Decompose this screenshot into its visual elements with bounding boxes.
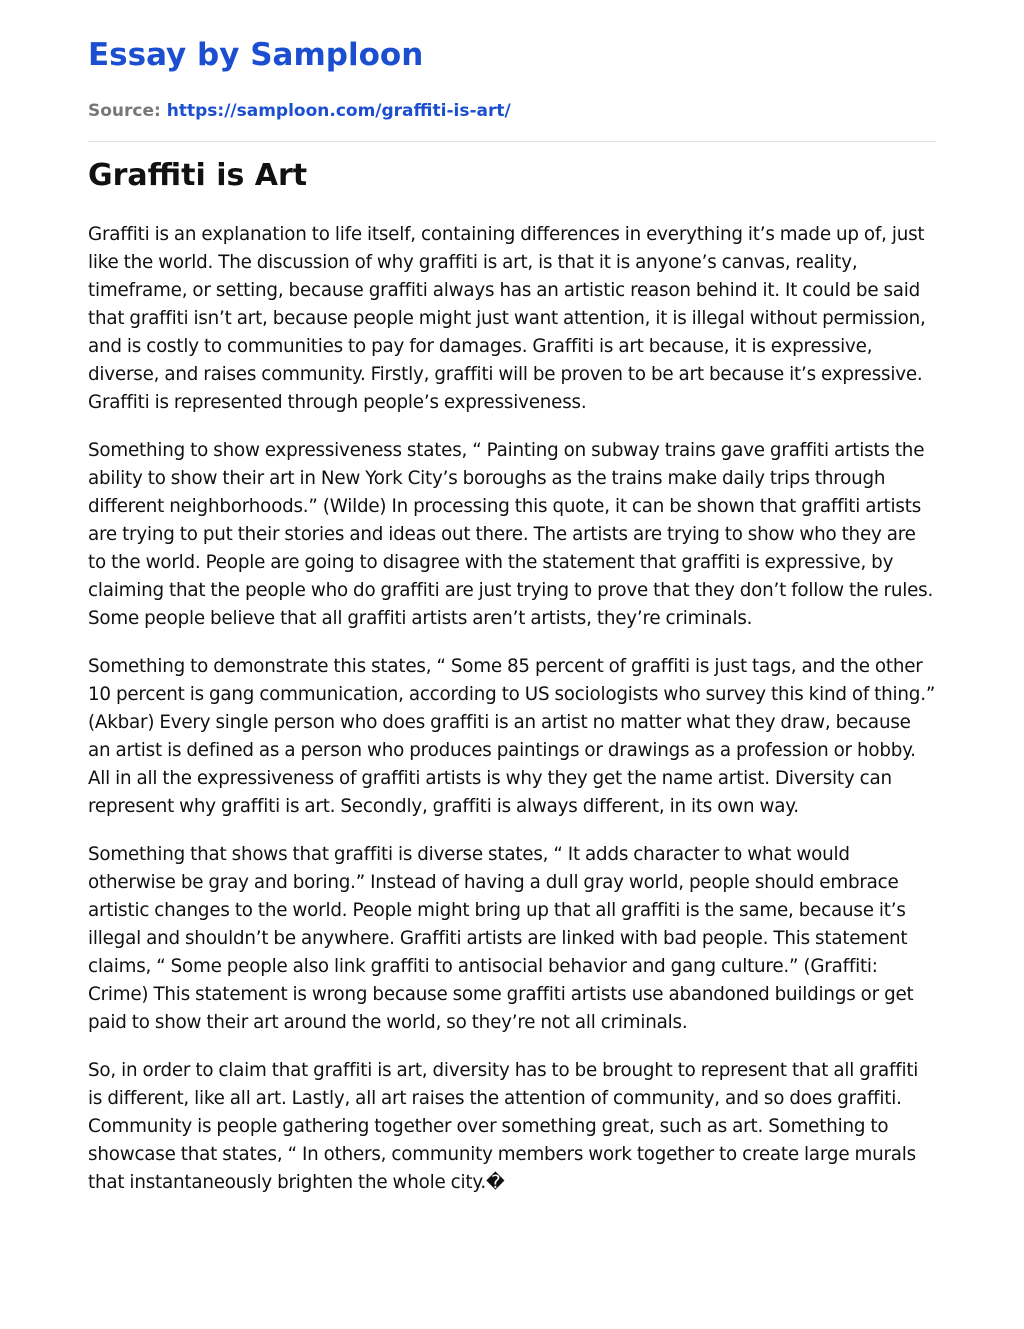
source-link[interactable]: https://samploon.com/graffiti-is-art/: [166, 101, 511, 121]
document-page: [88, 30, 936, 1217]
source-label: Source:: [88, 101, 161, 121]
essay-paragraph: Something to show expressiveness states, “ Painting on subway trains gave graffiti artists the ability to show their art in New York City’s boroughs as the trains make daily trips through different neighborhoods.” (Wilde) In processing this quote, it can be shown that graffiti artists are trying to put their stories and ideas out there. The artists are trying to show who they are to the world. People are going to disagree with the statement that graffiti is expressive, by claiming that the people who do graffiti are just trying to prove that they don’t follow the rules. Some people believe that all graffiti artists aren’t artists, they’re criminals.: [88, 440, 934, 629]
essay-paragraph: Graffiti is an explanation to life itself, containing differences in everything it’s made up of, just like the world. The discussion of why graffiti is art, is that it is anyone’s canvas, reality, timeframe, or setting, because graffiti always has an artistic reason behind it. It could be said that graffiti isn’t art, because people might just want attention, it is illegal without permission, and is costly to communities to pay for damages. Graffiti is art because, it is expressive, diverse, and raises community. Firstly, graffiti will be proven to be art because it’s expressive. Graffiti is represented through people’s expressiveness.: [88, 224, 926, 413]
source-line: [88, 98, 936, 124]
essay-paragraph: So, in order to claim that graffiti is art, diversity has to be brought to represent that all graffiti is different, like all art. Lastly, all art raises the attention of community, and so does graffiti. Community is people gathering together over something great, such as art. Something to showcase that states, “ In others, community members work together to create large murals that instantaneously brighten the whole city.�: [88, 1060, 919, 1193]
brand-title: Essay by Samploon: [88, 37, 424, 73]
essay-paragraph: Something that shows that graffiti is diverse states, “ It adds character to what would otherwise be gray and boring.” Instead of having a dull gray world, people should embrace artistic changes to the world. People might bring up that all graffiti is the same, because it’s illegal and shouldn’t be anywhere. Graffiti artists are linked with bad people. This statement claims, “ Some people also link graffiti to antisocial behavior and gang culture.” (Graffiti: Crime) This statement is wrong because some graffiti artists use abandoned buildings or get paid to show their art around the world, so they’re not all criminals.: [88, 844, 914, 1033]
essay-body: [88, 221, 936, 1197]
essay-paragraph: Something to demonstrate this states, “ Some 85 percent of graffiti is just tags, and the other 10 percent is gang communication, according to US sociologists who survey this kind of thing.” (Akbar) Every single person who does graffiti is an artist no matter what they draw, because an artist is defined as a person who produces paintings or drawings as a profession or hobby. All in all the expressiveness of graffiti artists is why they get the name artist. Diversity can represent why graffiti is art. Secondly, graffiti is always different, in its own way.: [88, 656, 936, 817]
header-divider: [88, 141, 936, 142]
essay-title: Graffiti is Art: [88, 158, 308, 193]
